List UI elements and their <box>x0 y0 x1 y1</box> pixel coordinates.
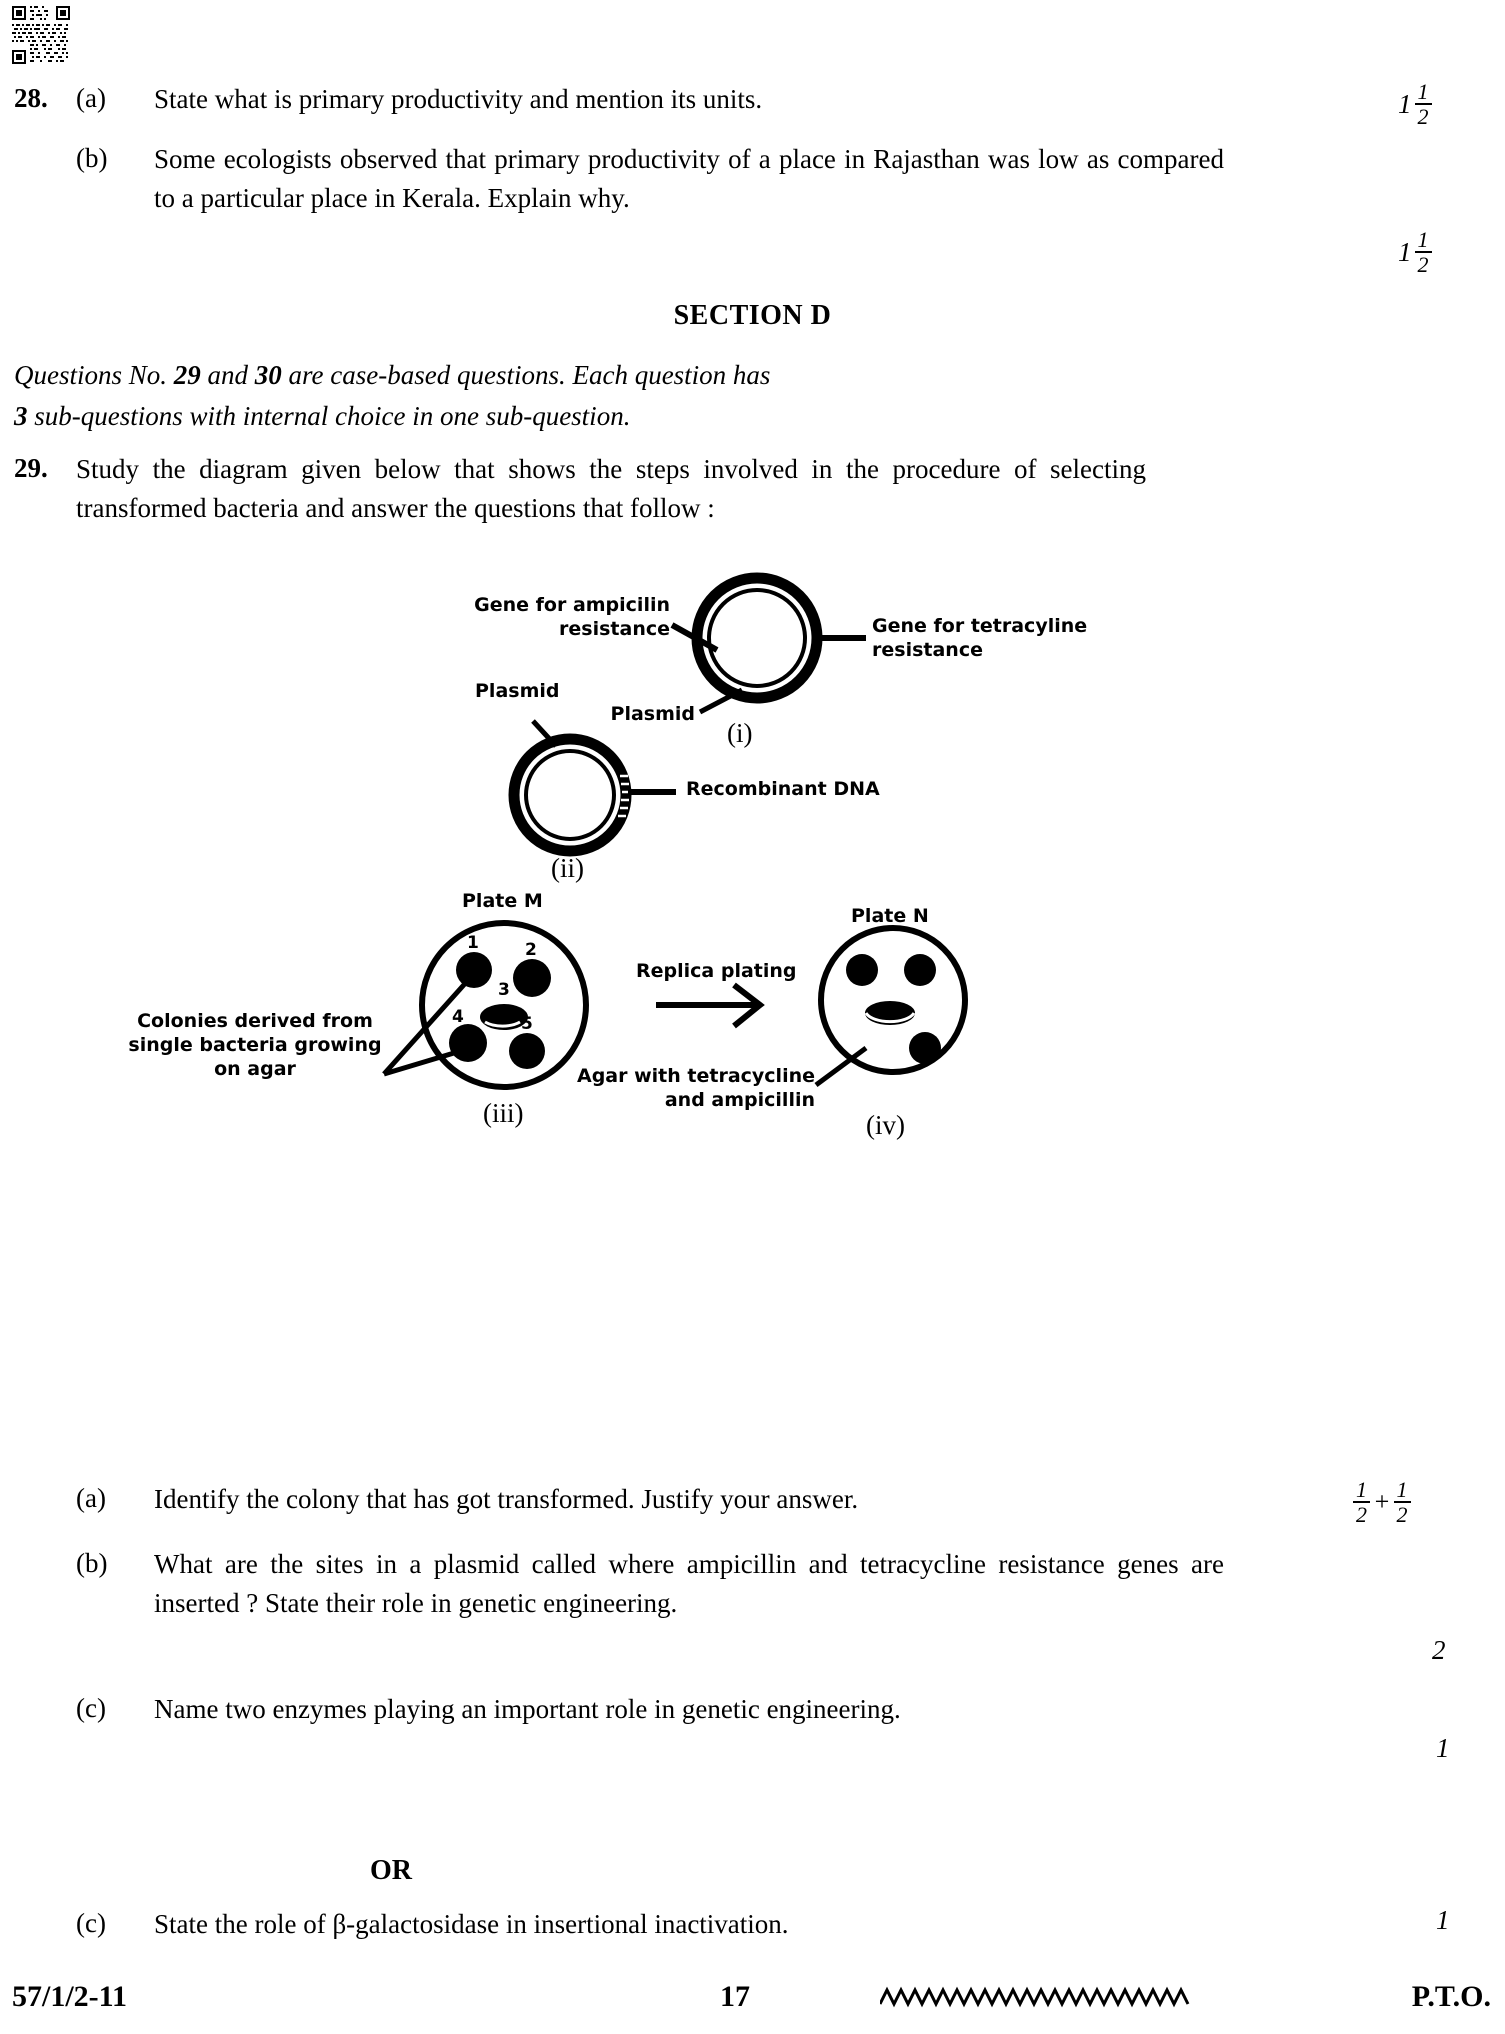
label-replica-plating: Replica plating <box>636 960 797 982</box>
marks-whole: 1 <box>1398 236 1412 267</box>
colony-number-2: 2 <box>525 940 537 960</box>
transformation-diagram <box>0 570 1505 1160</box>
marks-value: 1 <box>1436 1905 1450 1935</box>
question-29-b-row <box>14 1545 1314 1623</box>
marks-value: 1 <box>1436 1733 1450 1763</box>
question-29-c-row <box>14 1690 1314 1729</box>
label-tetracyline-resistance <box>872 615 1087 663</box>
question-29-row <box>14 450 1244 528</box>
instructions-q29: 29 <box>173 360 201 390</box>
instructions-three: 3 <box>14 400 28 431</box>
marks-value: 2 <box>1432 1635 1446 1665</box>
roman-label-iii: (iii) <box>483 1098 524 1128</box>
plasmid-ii-shape <box>514 739 626 851</box>
colony-number-5: 5 <box>521 1014 533 1034</box>
instructions-mid: and <box>200 360 255 390</box>
question-29-b-label: (b) <box>76 1548 108 1578</box>
marks-whole: 1 <box>1398 88 1412 119</box>
instructions-q30: 30 <box>254 360 282 390</box>
marks-numerator: 1 <box>1417 227 1429 252</box>
question-29-b-text: What are the sites in a plasmid called where ampicillin and tetracycline resistance genes are inserted ? State their role in genetic engineering. <box>154 1549 1224 1619</box>
plate-n-colony-d <box>909 1032 941 1064</box>
colony-1 <box>456 952 492 988</box>
section-instructions <box>14 355 1084 436</box>
question-28-b-marks <box>1398 228 1433 276</box>
squiggle-divider-icon <box>880 1984 1200 2020</box>
question-29-c-marks <box>1436 1733 1450 1764</box>
label-agar-with <box>560 1065 815 1113</box>
marks-denominator: 2 <box>1415 103 1432 128</box>
question-29-number: 29. <box>14 453 48 483</box>
marks-numerator-1: 1 <box>1356 1477 1367 1502</box>
plasmid-i-shape <box>697 578 817 698</box>
question-29-c-alt-label: (c) <box>76 1908 106 1938</box>
label-ampicilin-line1: Gene for ampicilin <box>474 594 670 616</box>
roman-label-iv: (iv) <box>866 1110 905 1140</box>
instructions-post: are case-based questions. Each question has <box>281 360 771 390</box>
label-recombinant-dna: Recombinant DNA <box>686 778 880 800</box>
leader-plasmid-i <box>700 690 742 712</box>
marks-denominator-1: 2 <box>1353 1501 1370 1526</box>
label-colonies-line1: Colonies derived from <box>137 1010 373 1032</box>
label-ampicilin-line2: resistance <box>559 617 670 640</box>
page-footer <box>0 1980 1505 2026</box>
question-29-b-marks <box>1432 1635 1446 1666</box>
instructions-pre: Questions No. <box>14 360 174 390</box>
roman-label-ii: (ii) <box>551 853 584 883</box>
question-29-c-alt-row <box>14 1905 1314 1944</box>
marks-numerator-2: 1 <box>1396 1477 1408 1502</box>
roman-label-i: (i) <box>727 718 753 748</box>
or-divider: OR <box>370 1855 412 1886</box>
question-29-stem: Study the diagram given below that shows the steps involved in the procedure of selecting transformed bacteria and answer the questions that follow : <box>76 454 1146 524</box>
question-29-c-alt-text: State the role of β-galactosidase in insertional inactivation. <box>154 1909 789 1939</box>
colony-number-1: 1 <box>467 933 479 953</box>
label-agar-line1: Agar with tetracycline <box>577 1065 815 1087</box>
label-colonies-line2: single bacteria growing <box>128 1033 382 1056</box>
question-28-number: 28. <box>14 83 48 113</box>
colony-2 <box>513 959 551 997</box>
colony-4 <box>449 1024 487 1062</box>
page-number: 17 <box>720 1980 750 2013</box>
marks-denominator: 2 <box>1415 251 1432 276</box>
instructions-line2: sub-questions with internal choice in one sub-question. <box>27 400 631 431</box>
question-28-b-label: (b) <box>76 143 108 173</box>
question-29-c-text: Name two enzymes playing an important role in genetic engineering. <box>154 1694 901 1724</box>
colony-5 <box>509 1033 545 1069</box>
question-29-c-label: (c) <box>76 1693 106 1723</box>
label-plate-n: Plate N <box>851 905 929 927</box>
question-29-c-alt-marks <box>1436 1905 1450 1936</box>
label-agar-line2: and ampicillin <box>664 1088 815 1111</box>
marks-plus-sign: + <box>1373 1487 1391 1517</box>
question-28-a-marks <box>1398 80 1433 128</box>
label-ampicilin-resistance <box>330 594 670 642</box>
question-29-a-marks <box>1352 1478 1412 1526</box>
question-28-a-text: State what is primary productivity and mention its units. <box>154 84 763 114</box>
colony-number-4: 4 <box>452 1007 464 1027</box>
replica-plating-arrow <box>656 985 760 1026</box>
question-29-a-text: Identify the colony that has got transformed. Justify your answer. <box>154 1484 859 1514</box>
plate-n-circle <box>821 928 965 1072</box>
label-colonies-derived <box>120 1010 390 1081</box>
pto-label: P.T.O. <box>1411 1980 1491 2013</box>
qr-code-icon <box>12 6 70 64</box>
question-28-b-text: Some ecologists observed that primary productivity of a place in Rajasthan was low as compared to a particular place in Kerala. Explain why. <box>154 144 1224 214</box>
section-d-heading: SECTION D <box>673 300 832 331</box>
question-28-a-row <box>14 80 1244 119</box>
question-28-a-label: (a) <box>76 83 106 113</box>
paper-code: 57/1/2-11 <box>12 1980 128 2013</box>
label-plasmid-right: Plasmid <box>610 703 695 725</box>
marks-denominator-2: 2 <box>1394 1501 1411 1526</box>
label-plate-m: Plate M <box>462 890 543 912</box>
plate-n-colony-a <box>846 954 878 986</box>
plate-n-colony-b <box>904 954 936 986</box>
question-28-b-row <box>14 140 1244 218</box>
colony-number-3: 3 <box>498 980 510 1000</box>
question-29-a-label: (a) <box>76 1483 106 1513</box>
label-tetracyline-line1: Gene for tetracyline <box>872 615 1088 637</box>
question-29-a-row <box>14 1480 1314 1519</box>
label-plasmid-left: Plasmid <box>475 680 560 702</box>
label-tetracyline-line2: resistance <box>872 638 983 661</box>
marks-numerator: 1 <box>1417 79 1429 104</box>
label-colonies-line3: on agar <box>214 1057 296 1080</box>
